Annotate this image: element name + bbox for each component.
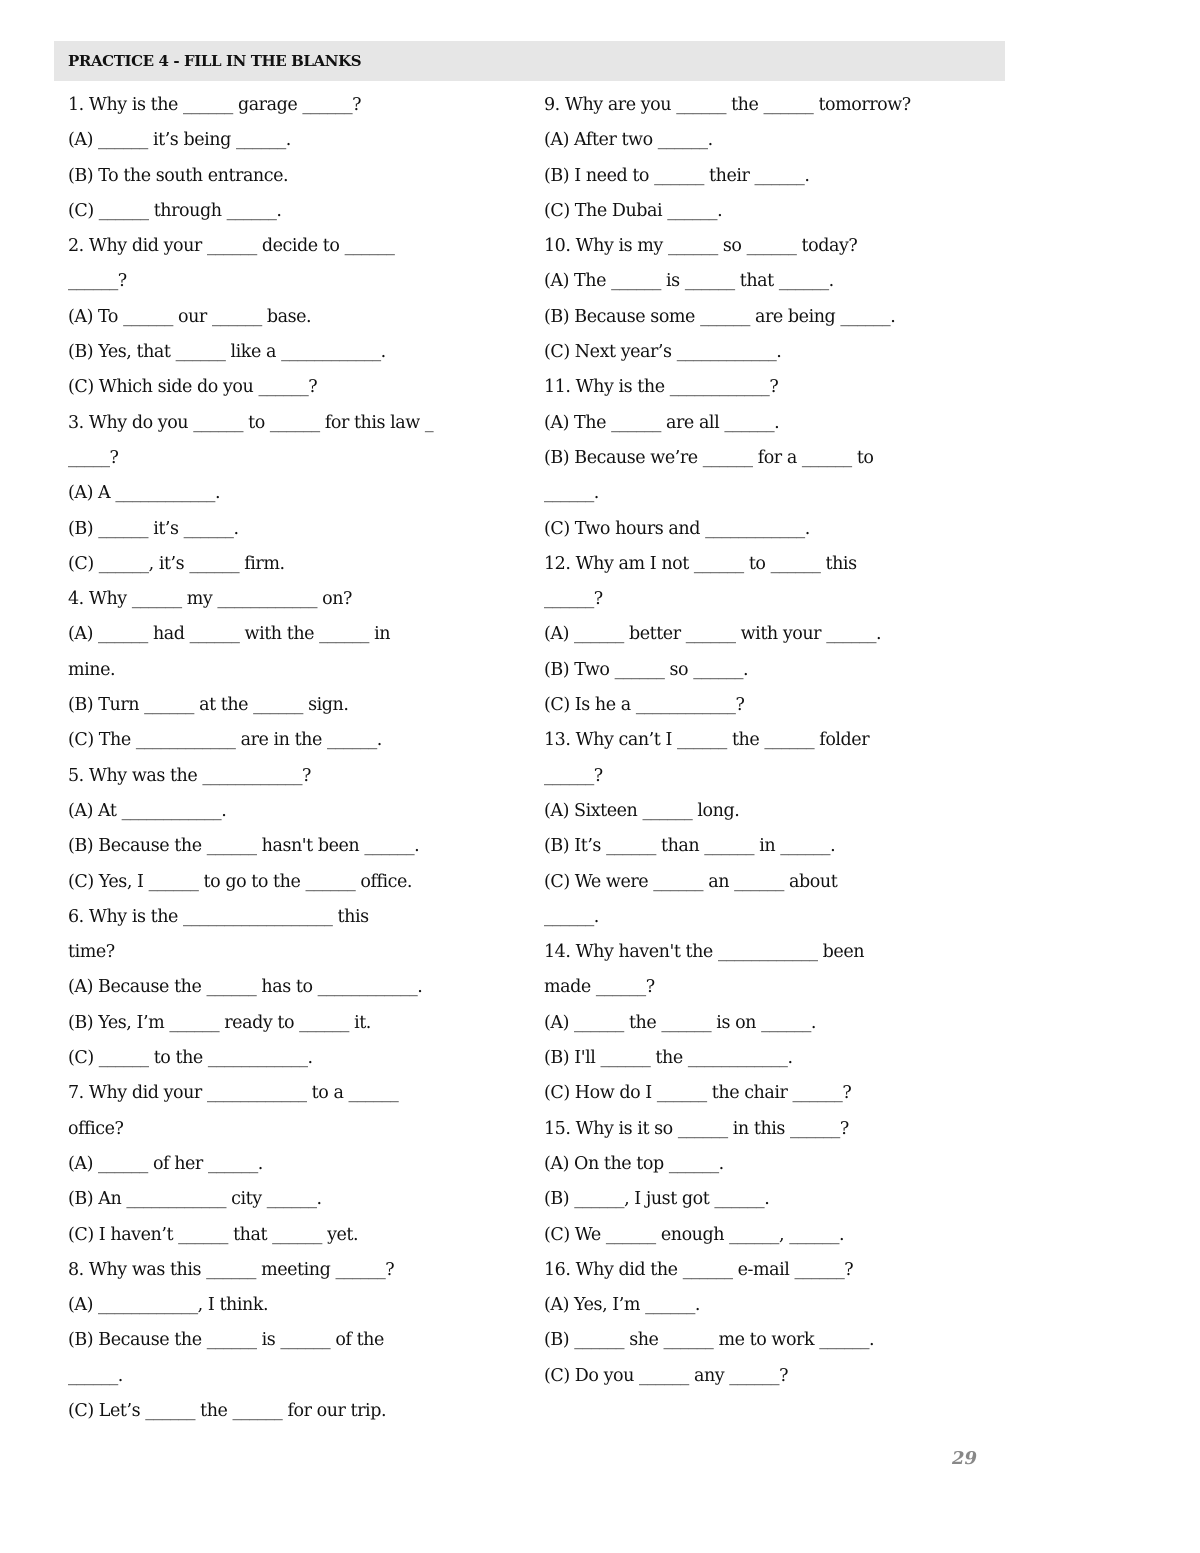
question-line: _____?: [68, 447, 119, 468]
question-line: 14. Why haven't the ____________ been: [544, 942, 865, 963]
question-line: (B) It’s ______ than ______ in ______.: [544, 836, 836, 857]
question-line: 13. Why can’t I ______ the ______ folder: [544, 730, 870, 751]
question-line: made ______?: [544, 977, 655, 998]
question-line: (C) Do you ______ any ______?: [544, 1365, 789, 1386]
question-line: (A) The ______ is ______ that ______.: [544, 271, 834, 292]
question-line: (B) Yes, that ______ like a ____________.: [68, 342, 386, 363]
question-line: office?: [68, 1118, 124, 1139]
question-line: (B) Turn ______ at the ______ sign.: [68, 695, 349, 716]
question-line: (C) ______ through ______.: [68, 200, 282, 221]
question-line: 15. Why is it so ______ in this ______?: [544, 1118, 849, 1139]
question-line: 10. Why is my ______ so ______ today?: [544, 236, 858, 257]
question-line: (C) The ____________ are in the ______.: [68, 730, 382, 751]
question-line: (C) The Dubai ______.: [544, 200, 723, 221]
question-line: 3. Why do you ______ to ______ for this law _: [68, 412, 434, 433]
question-line: 6. Why is the __________________ this: [68, 906, 369, 927]
question-line: (A) Yes, I’m ______.: [544, 1295, 701, 1316]
question-line: 8. Why was this ______ meeting ______?: [68, 1259, 395, 1280]
question-line: (A) A ____________.: [68, 483, 221, 504]
question-line: (A) ______ better ______ with your ______.: [544, 624, 882, 645]
question-line: (C) ______ to the ____________.: [68, 1048, 313, 1069]
question-line: (A) To ______ our ______ base.: [68, 306, 312, 327]
question-line: (A) Because the ______ has to ____________.: [68, 977, 423, 998]
question-line: 4. Why ______ my ____________ on?: [68, 589, 352, 610]
question-line: (C) We ______ enough ______, ______.: [544, 1224, 845, 1245]
question-line: (C) We were ______ an ______ about: [544, 871, 838, 892]
question-line: (B) I'll ______ the ____________.: [544, 1048, 793, 1069]
question-line: (A) ______ of her ______.: [68, 1153, 263, 1174]
question-line: ______?: [68, 271, 127, 292]
question-line: (B) Because the ______ is ______ of the: [68, 1330, 384, 1351]
question-line: (B) Two ______ so ______.: [544, 659, 749, 680]
question-line: (A) ____________, I think.: [68, 1295, 269, 1316]
question-line: (A) ______ the ______ is on ______.: [544, 1012, 817, 1033]
page-number: 29: [952, 1448, 978, 1469]
question-line: 1. Why is the ______ garage ______?: [68, 95, 362, 115]
question-line: (B) An ____________ city ______.: [68, 1189, 322, 1210]
question-line: time?: [68, 942, 115, 963]
question-line: 12. Why am I not ______ to ______ this: [544, 553, 857, 574]
question-line: (C) Next year’s ____________.: [544, 342, 782, 363]
question-line: mine.: [68, 659, 116, 680]
question-line: (A) The ______ are all ______.: [544, 412, 780, 433]
question-line: (C) I haven’t ______ that ______ yet.: [68, 1224, 359, 1245]
question-line: ______.: [544, 906, 599, 927]
question-line: 9. Why are you ______ the ______ tomorrow?: [544, 95, 911, 115]
question-line: ______?: [544, 589, 603, 610]
question-line: 2. Why did your ______ decide to ______: [68, 236, 395, 257]
question-line: (B) ______, I just got ______.: [544, 1189, 770, 1210]
question-line: (C) Two hours and ____________.: [544, 518, 810, 539]
question-line: (C) Let’s ______ the ______ for our trip.: [68, 1400, 387, 1421]
right-column: [544, 88, 994, 1394]
question-line: (C) How do I ______ the chair ______?: [544, 1083, 852, 1104]
question-line: ______.: [68, 1365, 123, 1386]
question-line: (B) Because we’re ______ for a ______ to: [544, 447, 874, 468]
question-line: (A) ______ it’s being ______.: [68, 130, 291, 151]
question-line: (C) ______, it’s ______ firm.: [68, 553, 285, 574]
question-line: 16. Why did the ______ e-mail ______?: [544, 1259, 854, 1280]
question-line: 5. Why was the ____________?: [68, 765, 311, 786]
question-line: (B) Because the ______ hasn't been ______.: [68, 836, 420, 857]
question-line: (A) Sixteen ______ long.: [544, 800, 740, 821]
question-line: (A) ______ had ______ with the ______ in: [68, 624, 391, 645]
question-line: (A) At ____________.: [68, 800, 227, 821]
question-line: ______?: [544, 765, 603, 786]
question-line: 7. Why did your ____________ to a ______: [68, 1083, 399, 1104]
question-line: (A) After two ______.: [544, 130, 713, 151]
question-line: (A) On the top ______.: [544, 1153, 724, 1174]
question-line: (C) Yes, I ______ to go to the ______ office.: [68, 871, 413, 892]
question-line: (B) Yes, I’m ______ ready to ______ it.: [68, 1012, 371, 1033]
header-bar: [54, 41, 1005, 81]
page-title: PRACTICE 4 - FILL IN THE BLANKS: [68, 52, 362, 70]
left-column: [68, 88, 518, 1429]
question-line: (B) ______ she ______ me to work ______.: [544, 1330, 875, 1351]
question-line: ______.: [544, 483, 599, 504]
question-line: (B) ______ it’s ______.: [68, 518, 239, 539]
question-line: 11. Why is the ____________?: [544, 377, 779, 398]
question-line: (C) Is he a ____________?: [544, 695, 745, 716]
question-line: (C) Which side do you ______?: [68, 377, 318, 398]
question-line: (B) Because some ______ are being ______.: [544, 306, 896, 327]
question-line: (B) I need to ______ their ______.: [544, 165, 810, 186]
question-line: (B) To the south entrance.: [68, 165, 289, 186]
